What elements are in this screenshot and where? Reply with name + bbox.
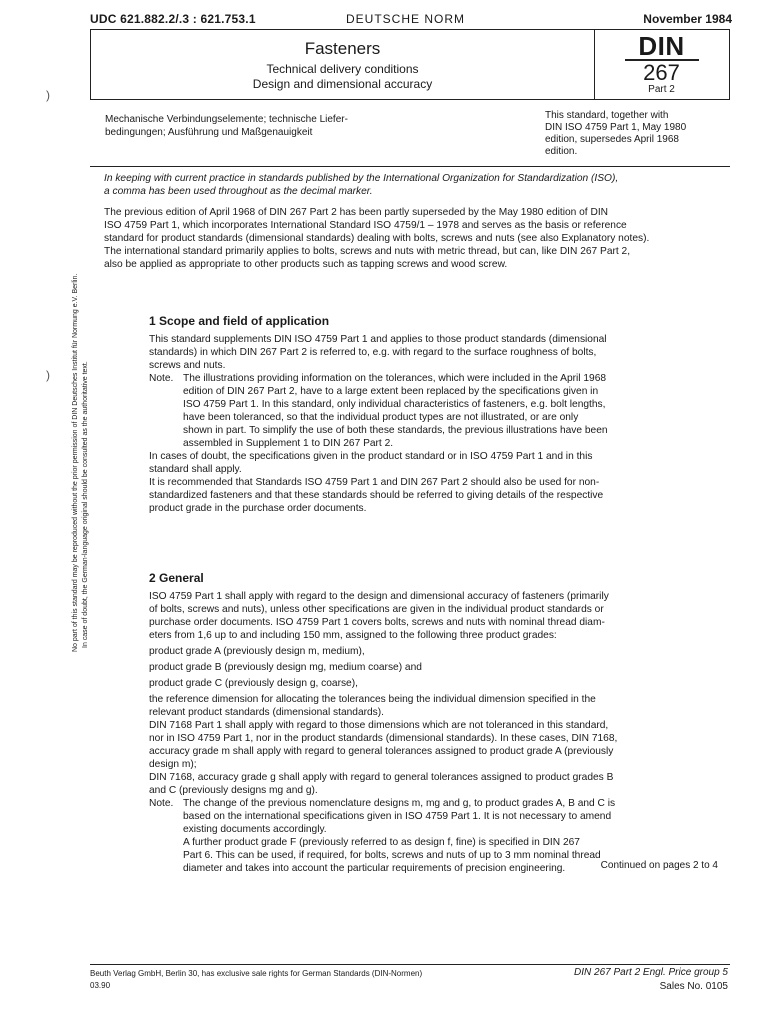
text-line: A further product grade F (previously referred to as design f, fine) is specified in DIN 267 [183, 837, 580, 848]
paragraph [149, 693, 729, 719]
text-line: It is recommended that Standards ISO 4759 Part 1 and DIN 267 Part 2 should also be used for non- [149, 477, 600, 488]
text-line: The international standard primarily applies to bolts, screws and nuts with metric thread, but can, like DIN 267 Part 2, [104, 246, 631, 257]
text-line: relevant product standards (dimensional standards). [149, 707, 385, 718]
header-rule [90, 166, 730, 167]
paragraph [149, 771, 729, 797]
text-line: ISO 4759 Part 1. In this standard, only individual characteristics of fasteners, e.g. bolt lengths, [183, 399, 606, 410]
text-line: shown in part. To simplify the use of both these standards, the previous illustrations have been [183, 425, 608, 436]
document-title: Fasteners [304, 39, 381, 58]
scan-mark: ) [46, 88, 50, 102]
udc-number: UDC 621.882.2/.3 : 621.753.1 [90, 12, 256, 26]
section-2-heading: 2 General [149, 571, 204, 585]
copyright-side-text: No part of this standard may be reproduced without the prior permission of DIN Deutsches Institut für Normung e.V. Berlin. [72, 273, 79, 652]
supersede-line: edition, supersedes April 1968 [545, 134, 679, 145]
header-title-block [91, 39, 594, 92]
text-line: In cases of doubt, the specifications given in the product standard or in ISO 4759 Part 1 and in this [149, 451, 593, 462]
text-line: have been toleranced, so that the individual product types are not illustrated, or are only [183, 412, 579, 423]
paragraph [149, 590, 729, 642]
text-line: screws and nuts. [149, 360, 226, 371]
text-line: The change of the previous nomenclature designs m, mg and g, to product grades A, B and C is [183, 798, 616, 809]
language-side-text: In case of doubt, the German-language original should be consulted as the authoritative text. [82, 361, 89, 648]
decimal-marker-note [104, 172, 730, 198]
document-subtitle-1: Technical delivery conditions [266, 62, 419, 76]
norm-label: DEUTSCHE NORM [346, 12, 466, 26]
text-line: DIN 7168, accuracy grade g shall apply with regard to general tolerances assigned to product grades B [149, 772, 614, 783]
text-line: edition of DIN 267 Part 2, have to a large extent been replaced by the specifications given in [183, 386, 599, 397]
print-date: 03.90 [90, 981, 111, 990]
note-label: Note. [149, 373, 174, 384]
product-grade-a: product grade A (previously design m, medium), [149, 646, 365, 657]
paragraph [149, 719, 729, 771]
text-line: assembled in Supplement 1 to DIN 267 Part 2. [183, 438, 394, 449]
text-line: standardized fasteners and that these standards should be referred to giving details of the respective [149, 490, 604, 501]
section-1-body [149, 333, 729, 515]
supersede-line: This standard, together with [545, 110, 669, 121]
scan-mark: ) [46, 368, 50, 382]
publisher-line: Beuth Verlag GmbH, Berlin 30, has exclusive sale rights for German Standards (DIN-Normen) [90, 969, 423, 978]
paragraph [149, 333, 729, 372]
text-line: Part 6. This can be used, if required, for bolts, screws and nuts of up to 3 mm nominal thread [183, 850, 601, 861]
product-grade-c: product grade C (previously design g, coarse), [149, 678, 358, 689]
intro-paragraph [104, 206, 730, 271]
supersede-note [545, 110, 725, 158]
german-title-line: Mechanische Verbindungselemente; technische Liefer- [105, 114, 348, 125]
text-line: design m); [149, 759, 197, 770]
text-line: The illustrations providing information on the tolerances, which were included in the April 1968 [183, 373, 607, 384]
section-1-heading: 1 Scope and field of application [149, 314, 330, 328]
continued-note: Continued on pages 2 to 4 [600, 860, 718, 871]
paragraph [149, 476, 729, 515]
text-line: eters from 1,6 up to and including 150 mm, assigned to the following three product grades: [149, 630, 557, 641]
text-line: existing documents accordingly. [183, 824, 327, 835]
text-line: standard shall apply. [149, 464, 242, 475]
text-line: purchase order documents. ISO 4759 Part 1 covers bolts, screws and nuts with nominal thread diam- [149, 617, 605, 628]
german-title-line: bedingungen; Ausführung und Maßgenauigkeit [105, 127, 313, 138]
supersede-line: edition. [545, 146, 578, 157]
text-line: This standard supplements DIN ISO 4759 Part 1 and applies to those product standards (dimensional [149, 334, 607, 345]
text-line: standards) in which DIN 267 Part 2 is referred to, e.g. with regard to the surface roughness of bolts, [149, 347, 597, 358]
footer-reference [574, 966, 728, 994]
din-logo: DIN [638, 31, 685, 61]
text-line: The previous edition of April 1968 of DIN 267 Part 2 has been partly superseded by the May 1980 edition of DIN [104, 207, 609, 218]
paragraph [149, 450, 729, 476]
text-line: DIN 7168 Part 1 shall apply with regard to those dimensions which are not toleranced in this standard, [149, 720, 609, 731]
document-reference: DIN 267 Part 2 Engl. Price group 5 [574, 967, 728, 978]
sales-number: Sales No. 0105 [659, 981, 728, 992]
text-line: and C (previously designs mg and g). [149, 785, 318, 796]
german-title [105, 113, 425, 139]
text-line: standard for product standards (dimensional standards) dealing with bolts, screws and nuts (see also Explanatory notes). [104, 233, 650, 244]
text-line: product grade in the purchase order documents. [149, 503, 367, 514]
din-block [594, 33, 729, 96]
text-line: nor in ISO 4759 Part 1, nor in the product standards (dimensional standards). In these cases, DIN 7168, [149, 733, 618, 744]
text-line: based on the international specifications given in ISO 4759 Part 1. It is not necessary to amend [183, 811, 612, 822]
din-part: Part 2 [648, 84, 675, 95]
text-line: the reference dimension for allocating the tolerances being the individual dimension specified in the [149, 694, 596, 705]
text-line: diameter and takes into account the particular requirements of precision engineering. [183, 863, 566, 874]
din-number: 267 [643, 60, 680, 85]
footer-publisher [90, 968, 422, 992]
text-line: accuracy grade m shall apply with regard to general tolerances assigned to product grade A (previously [149, 746, 614, 757]
text-line: In keeping with current practice in standards published by the International Organization for Standardization (ISO), [104, 173, 619, 184]
supersede-line: DIN ISO 4759 Part 1, May 1980 [545, 122, 687, 133]
text-line: also be applied as appropriate to other products such as tapping screws and wood screw. [104, 259, 508, 270]
text-line: ISO 4759 Part 1 shall apply with regard to the design and dimensional accuracy of fasteners (primarily [149, 591, 609, 602]
header-box [90, 29, 730, 100]
note-text [183, 372, 608, 450]
text-line: a comma has been used throughout as the decimal marker. [104, 186, 373, 197]
product-grade-b: product grade B (previously design mg, medium coarse) and [149, 662, 422, 673]
note-label: Note. [149, 798, 174, 809]
document-subtitle-2: Design and dimensional accuracy [252, 77, 433, 91]
text-line: ISO 4759 Part 1, which incorporates International Standard ISO 4759/1 – 1978 and serves as the basis or reference [104, 220, 627, 231]
footer-rule [90, 964, 730, 965]
note-text [183, 797, 615, 875]
publication-date: November 1984 [643, 12, 732, 26]
text-line: of bolts, screws and nuts), unless other specifications are given in the individual product standards or [149, 604, 604, 615]
section-2-body [149, 590, 729, 875]
intro-section [104, 172, 730, 271]
section-1-note [149, 372, 729, 450]
